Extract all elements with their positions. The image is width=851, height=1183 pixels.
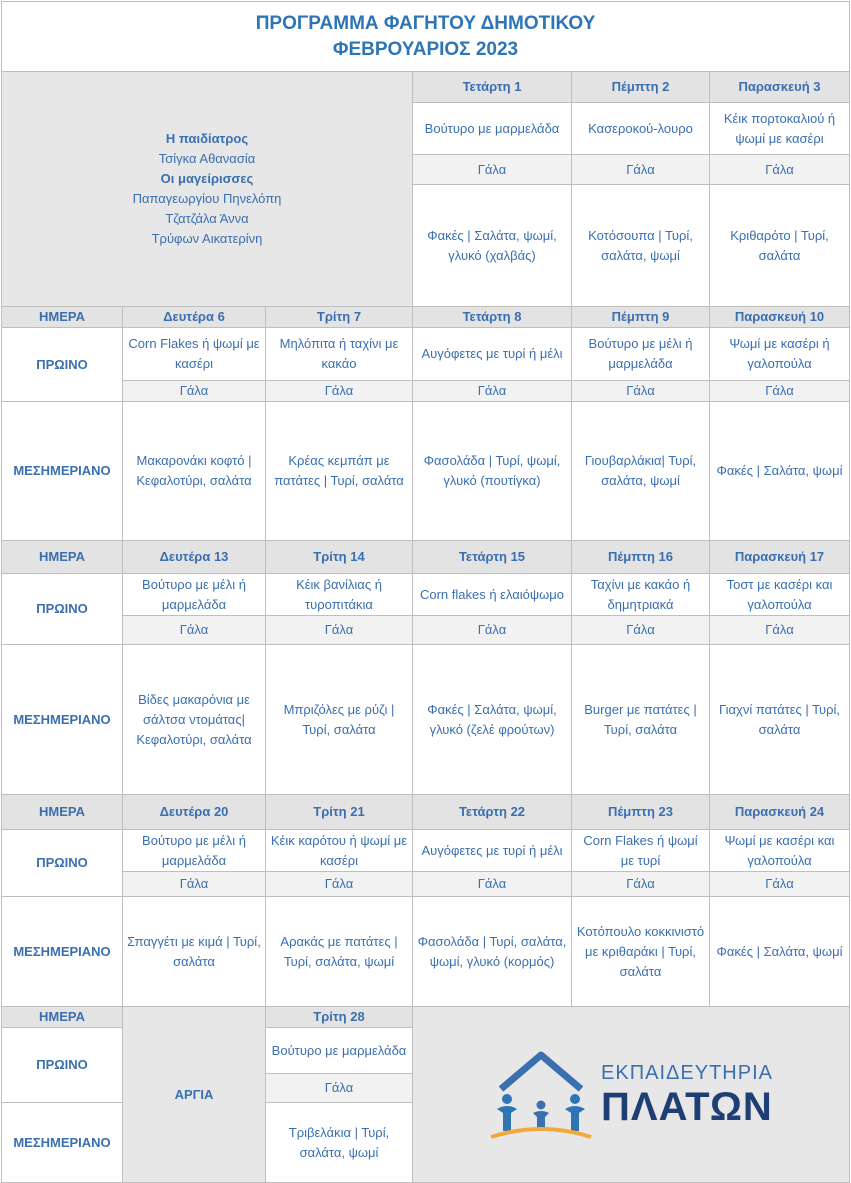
logo-text xyxy=(601,1061,773,1129)
lunch-cell: Αρακάς με πατάτες | Τυρί, σαλάτα, ψωμί xyxy=(266,897,413,1007)
logo-bottom-text: ΠΛΑΤΩΝ xyxy=(601,1084,773,1129)
day-header: Τρίτη 14 xyxy=(266,541,413,574)
day-header: Πέμπτη 9 xyxy=(572,307,710,328)
milk-cell: Γάλα xyxy=(123,872,266,897)
day-header: Τετάρτη 15 xyxy=(413,541,572,574)
day-header: Πέμπτη 23 xyxy=(572,795,710,830)
lunch-cell: Μακαρονάκι κοφτό | Κεφαλοτύρι, σαλάτα xyxy=(123,402,266,541)
lunch-cell: Σπαγγέτι με κιμά | Τυρί, σαλάτα xyxy=(123,897,266,1007)
milk-cell: Γάλα xyxy=(572,616,710,645)
title-line-1: ΠΡΟΓΡΑΜΜΑ ΦΑΓΗΤΟΥ ΔΗΜΟΤΙΚΟΥ xyxy=(255,12,596,34)
page-title xyxy=(2,2,850,72)
lunch-cell: Φασολάδα | Τυρί, ψωμί, γλυκό (πουτίγκα) xyxy=(413,402,572,541)
staff-panel xyxy=(2,72,413,307)
breakfast-cell: Corn Flakes ή ψωμί με τυρί xyxy=(572,830,710,872)
breakfast-cell: Βούτυρο με μέλι ή μαρμελάδα xyxy=(123,830,266,872)
day-header: Πέμπτη 16 xyxy=(572,541,710,574)
milk-cell: Γάλα xyxy=(413,872,572,897)
lunch-cell: Τριβελάκια | Τυρί, σαλάτα, ψωμί xyxy=(266,1103,413,1183)
lunch-cell: Γιαχνί πατάτες | Τυρί, σαλάτα xyxy=(710,645,850,795)
cook-name: Παπαγεωργίου Πηνελόπη xyxy=(132,191,282,206)
cook-name: Τρύφων Αικατερίνη xyxy=(151,231,263,246)
milk-cell: Γάλα xyxy=(266,616,413,645)
breakfast-cell: Corn flakes ή ελαιόψωμο xyxy=(413,574,572,616)
breakfast-cell: Βούτυρο με μαρμελάδα xyxy=(266,1028,413,1074)
breakfast-cell: Ταχίνι με κακάο ή δημητριακά xyxy=(572,574,710,616)
breakfast-label: ΠΡΩΙΝΟ xyxy=(2,1028,123,1103)
milk-cell: Γάλα xyxy=(572,155,710,185)
breakfast-cell: Ψωμί με κασέρι ή γαλοπούλα xyxy=(710,328,850,381)
day-header: Δευτέρα 20 xyxy=(123,795,266,830)
breakfast-cell: Τοστ με κασέρι και γαλοπούλα xyxy=(710,574,850,616)
day-label: ΗΜΕΡΑ xyxy=(2,541,123,574)
breakfast-cell: Κέικ καρότου ή ψωμί με κασέρι xyxy=(266,830,413,872)
milk-cell: Γάλα xyxy=(266,381,413,402)
breakfast-cell: Ψωμί με κασέρι και γαλοπούλα xyxy=(710,830,850,872)
milk-cell: Γάλα xyxy=(572,381,710,402)
lunch-label: ΜΕΣΗΜΕΡΙΑΝΟ xyxy=(2,1103,123,1183)
milk-cell: Γάλα xyxy=(413,616,572,645)
milk-cell: Γάλα xyxy=(413,381,572,402)
lunch-cell: Κοτόπουλο κοκκινιστό με κριθαράκι | Τυρί, σαλάτα xyxy=(572,897,710,1007)
lunch-cell: Burger με πατάτες | Τυρί, σαλάτα xyxy=(572,645,710,795)
day-header: Δευτέρα 6 xyxy=(123,307,266,328)
milk-cell: Γάλα xyxy=(413,155,572,185)
pediatrician-name: Τσίγκα Αθανασία xyxy=(158,151,256,166)
breakfast-cell: Αυγόφετες με τυρί ή μέλι xyxy=(413,328,572,381)
milk-cell: Γάλα xyxy=(710,616,850,645)
day-header: Τρίτη 28 xyxy=(266,1007,413,1028)
breakfast-label: ΠΡΩΙΝΟ xyxy=(2,574,123,645)
lunch-cell: Φακές | Σαλάτα, ψωμί xyxy=(710,897,850,1007)
lunch-label: ΜΕΣΗΜΕΡΙΑΝΟ xyxy=(2,402,123,541)
logo-figures-icon xyxy=(489,1049,593,1141)
milk-cell: Γάλα xyxy=(266,1074,413,1103)
lunch-cell: Κοτόσουπα | Τυρί, σαλάτα, ψωμί xyxy=(572,185,710,307)
lunch-cell: Γιουβαρλάκια| Τυρί, σαλάτα, ψωμί xyxy=(572,402,710,541)
day-header: Παρασκευή 17 xyxy=(710,541,850,574)
breakfast-cell: Βούτυρο με μέλι ή μαρμελάδα xyxy=(572,328,710,381)
day-header: Παρασκευή 10 xyxy=(710,307,850,328)
breakfast-label: ΠΡΩΙΝΟ xyxy=(2,328,123,402)
lunch-cell: Φασολάδα | Τυρί, σαλάτα, ψωμί, γλυκό (κορμός) xyxy=(413,897,572,1007)
day-header: Παρασκευή 24 xyxy=(710,795,850,830)
milk-cell: Γάλα xyxy=(710,155,850,185)
lunch-cell: Κρέας κεμπάπ με πατάτες | Τυρί, σαλάτα xyxy=(266,402,413,541)
lunch-cell: Μπριζόλες με ρύζι | Τυρί, σαλάτα xyxy=(266,645,413,795)
day-header: Τετάρτη 22 xyxy=(413,795,572,830)
breakfast-cell: Αυγόφετες με τυρί ή μέλι xyxy=(413,830,572,872)
cooks-title: Οι μαγείρισσες xyxy=(160,171,254,186)
breakfast-cell: Κασεροκού-λουρο xyxy=(572,103,710,155)
breakfast-label: ΠΡΩΙΝΟ xyxy=(2,830,123,897)
lunch-cell: Φακές | Σαλάτα, ψωμί, γλυκό (χαλβάς) xyxy=(413,185,572,307)
day-label: ΗΜΕΡΑ xyxy=(2,1007,123,1028)
breakfast-cell: Μηλόπιτα ή ταχίνι με κακάο xyxy=(266,328,413,381)
milk-cell: Γάλα xyxy=(123,616,266,645)
day-header: Παρασκευή 3 xyxy=(710,72,850,103)
breakfast-cell: Βούτυρο με μαρμελάδα xyxy=(413,103,572,155)
day-header: Τρίτη 21 xyxy=(266,795,413,830)
lunch-cell: Φακές | Σαλάτα, ψωμί, γλυκό (ζελέ φρούτων) xyxy=(413,645,572,795)
day-label: ΗΜΕΡΑ xyxy=(2,795,123,830)
day-label: ΗΜΕΡΑ xyxy=(2,307,123,328)
lunch-label: ΜΕΣΗΜΕΡΙΑΝΟ xyxy=(2,897,123,1007)
title-line-2: ΦΕΒΡΟΥΑΡΙΟΣ 2023 xyxy=(332,38,519,60)
cook-name: Τζατζάλα Άννα xyxy=(165,211,249,226)
day-header: Πέμπτη 2 xyxy=(572,72,710,103)
breakfast-cell: Corn Flakes ή ψωμί με κασέρι xyxy=(123,328,266,381)
breakfast-cell: Κέικ πορτοκαλιού ή ψωμί με κασέρι xyxy=(710,103,850,155)
lunch-cell: Φακές | Σαλάτα, ψωμί xyxy=(710,402,850,541)
milk-cell: Γάλα xyxy=(710,381,850,402)
day-header: Τετάρτη 1 xyxy=(413,72,572,103)
breakfast-cell: Βούτυρο με μέλι ή μαρμελάδα xyxy=(123,574,266,616)
milk-cell: Γάλα xyxy=(266,872,413,897)
holiday-cell: ΑΡΓΙΑ xyxy=(123,1007,266,1183)
school-logo xyxy=(413,1007,850,1183)
pediatrician-title: Η παιδίατρος xyxy=(165,131,249,146)
lunch-label: ΜΕΣΗΜΕΡΙΑΝΟ xyxy=(2,645,123,795)
milk-cell: Γάλα xyxy=(710,872,850,897)
logo-top-text: ΕΚΠΑΙΔΕΥΤΗΡΙΑ xyxy=(601,1061,773,1084)
logo-wrap xyxy=(416,1049,846,1141)
lunch-cell: Κριθαρότο | Τυρί, σαλάτα xyxy=(710,185,850,307)
lunch-cell: Βίδες μακαρόνια με σάλτσα ντομάτας| Κεφαλοτύρι, σαλάτα xyxy=(123,645,266,795)
milk-cell: Γάλα xyxy=(123,381,266,402)
milk-cell: Γάλα xyxy=(572,872,710,897)
menu-table xyxy=(1,1,850,1183)
breakfast-cell: Κέικ βανίλιας ή τυροπιτάκια xyxy=(266,574,413,616)
day-header: Τρίτη 7 xyxy=(266,307,413,328)
day-header: Τετάρτη 8 xyxy=(413,307,572,328)
day-header: Δευτέρα 13 xyxy=(123,541,266,574)
